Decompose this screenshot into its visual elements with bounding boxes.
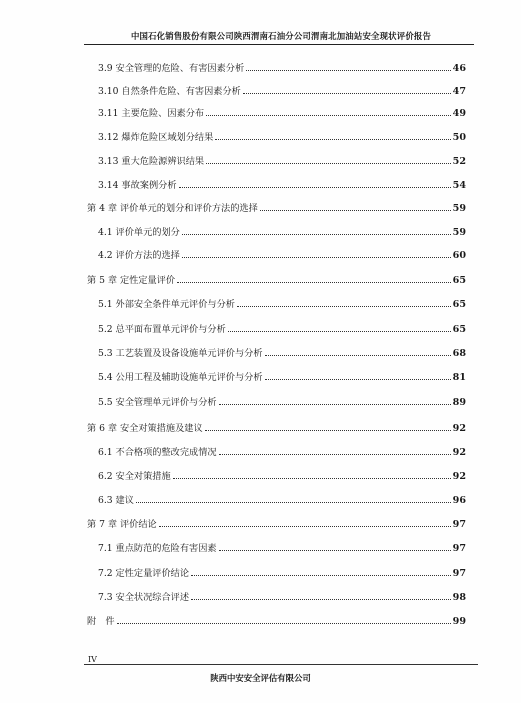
toc-entry-label: 3.12 爆炸危险区域划分结果 [98,132,214,143]
footer-company: 陕西中安安全评估有限公司 [210,673,311,683]
toc-entry-label: 第 4 章 评价单元的划分和评价方法的选择 [87,203,258,214]
toc-entry-page-number: 92 [452,471,466,482]
toc-dot-leader [182,234,451,235]
toc-entry-page-number: 46 [452,63,466,74]
toc-dot-leader [206,115,451,116]
toc-dot-leader [177,282,451,283]
toc-entry-label: 6.1 不合格项的整改完成情况 [98,447,217,458]
toc-section-entry[interactable] [98,442,466,458]
toc-dot-leader [260,210,451,211]
toc-dot-leader [206,163,451,164]
toc-section-entry[interactable] [98,319,466,335]
footer-rule [84,664,478,665]
toc-dot-leader [179,187,451,188]
toc-entry-page-number: 96 [452,495,466,506]
toc-dot-leader [243,93,451,94]
toc-section-entry[interactable] [98,294,466,310]
toc-chapter-entry[interactable] [87,611,466,627]
toc-entry-label: 6.2 安全对策措施 [98,471,171,482]
toc-dot-leader [228,331,451,332]
toc-chapter-entry[interactable] [87,418,466,434]
toc-entry-page-number: 97 [452,519,466,530]
toc-section-entry[interactable] [98,175,466,191]
toc-entry-label: 第 5 章 定性定量评价 [87,275,176,286]
toc-entry-page-number: 89 [452,397,466,408]
toc-dot-leader [191,599,451,600]
toc-entry-page-number: 92 [452,447,466,458]
toc-section-entry[interactable] [98,151,466,167]
toc-dot-leader [191,575,451,576]
toc-entry-page-number: 52 [452,156,466,167]
toc-dot-leader [246,70,450,71]
toc-entry-page-number: 68 [452,348,466,359]
toc-dot-leader [219,550,451,551]
toc-entry-page-number: 54 [452,180,466,191]
toc-section-entry[interactable] [98,81,466,97]
toc-entry-label: 3.9 安全管理的危险、有害因素分析 [98,63,245,74]
toc-section-entry[interactable] [98,127,466,143]
toc-dot-leader [219,404,451,405]
toc-dot-leader [173,478,451,479]
toc-dot-leader [117,623,451,624]
toc-entry-page-number: 50 [452,132,466,143]
toc-section-entry[interactable] [98,538,466,554]
toc-entry-page-number: 65 [452,275,466,286]
toc-entry-label: 5.5 安全管理单元评价与分析 [98,397,217,408]
toc-entry-page-number: 59 [452,227,466,238]
toc-entry-label: 5.3 工艺装置及设备设施单元评价与分析 [98,348,263,359]
toc-entry-label: 第 7 章 评价结论 [87,519,157,530]
toc-dot-leader [205,430,451,431]
toc-entry-page-number: 65 [452,324,466,335]
toc-entry-page-number: 65 [452,299,466,310]
toc-entry-label: 4.1 评价单元的划分 [98,227,180,238]
toc-entry-page-number: 92 [452,423,466,434]
toc-entry-label: 6.3 建议 [98,495,134,506]
toc-entry-page-number: 47 [452,85,466,97]
page-header: 中国石化销售股份有限公司陕西渭南石油分公司渭南北加油站安全现状评价报告 [130,31,432,41]
toc-entry-label: 7.2 定性定量评价结论 [98,568,190,579]
toc-entry-label: 附 件 [87,616,115,627]
toc-section-entry[interactable] [98,392,466,408]
toc-section-entry[interactable] [98,490,466,506]
toc-entry-label: 7.1 重点防范的危险有害因素 [98,543,217,554]
toc-dot-leader [265,355,451,356]
toc-dot-leader [237,306,451,307]
toc-entry-page-number: 59 [452,203,466,214]
toc-section-entry[interactable] [98,343,466,359]
toc-dot-leader [219,454,451,455]
toc-chapter-entry[interactable] [87,514,466,530]
toc-entry-label: 第 6 章 安全对策措施及建议 [87,423,203,434]
toc-section-entry[interactable] [98,563,466,579]
toc-entry-label: 3.13 重大危险源辨识结果 [98,156,205,167]
toc-section-entry[interactable] [98,245,466,261]
toc-dot-leader [159,526,451,527]
toc-entry-page-number: 99 [452,616,466,627]
toc-entry-page-number: 98 [452,592,466,603]
toc-entry-page-number: 60 [452,250,466,261]
toc-entry-label: 7.3 安全状况综合评述 [98,592,190,603]
toc-entry-page-number: 49 [452,108,466,119]
toc-entry-label: 5.2 总平面布置单元评价与分析 [98,324,226,335]
toc-chapter-entry[interactable] [87,270,466,286]
toc-entry-page-number: 81 [452,372,466,383]
toc-section-entry[interactable] [98,367,466,383]
toc-dot-leader [136,502,451,503]
toc-section-entry[interactable] [98,466,466,482]
toc-chapter-entry[interactable] [87,198,466,214]
toc-entry-page-number: 97 [452,568,466,579]
header-rule [84,44,474,45]
toc-entry-label: 4.2 评价方法的选择 [98,250,180,261]
toc-section-entry[interactable] [98,587,466,603]
toc-dot-leader [182,257,451,258]
toc-entry-label: 3.14 事故案例分析 [98,180,177,191]
toc-entry-label: 3.10 自然条件危险、有害因素分析 [98,85,241,97]
toc-section-entry[interactable] [98,222,466,238]
toc-entry-page-number: 97 [452,543,466,554]
toc-entry-label: 3.11 主要危险、因素分布 [98,108,205,119]
toc-dot-leader [265,379,451,380]
toc-entry-label: 5.4 公用工程及辅助设施单元评价与分析 [98,372,263,383]
footer-page-number: IV [88,655,97,664]
toc-section-entry[interactable] [98,103,466,119]
toc-entry-label: 5.1 外部安全条件单元评价与分析 [98,299,235,310]
toc-dot-leader [215,139,450,140]
toc-section-entry[interactable] [98,58,466,74]
